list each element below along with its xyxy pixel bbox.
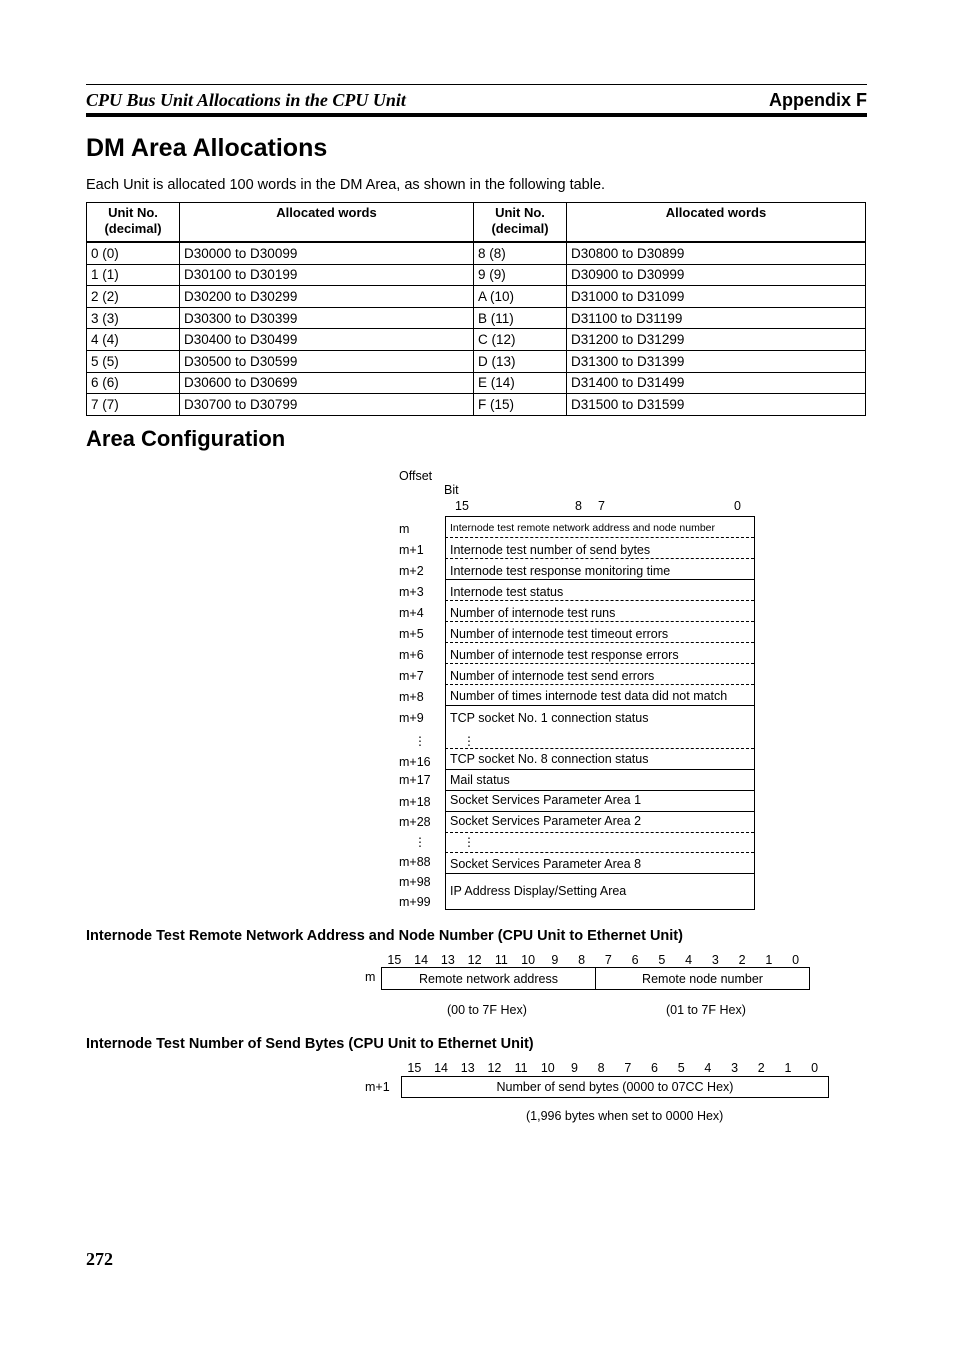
area-row-label: Socket Services Parameter Area 1 (450, 793, 642, 807)
dm-intro-text: Each Unit is allocated 100 words in the DM Area, as shown in the following table. (86, 177, 606, 193)
bit-number: 10 (540, 1061, 555, 1075)
sec2-bit-numbers (401, 1061, 828, 1076)
area-row-label: Number of internode test runs (450, 606, 616, 620)
sec1-field-remote-network: Remote network address (382, 968, 596, 989)
dashed-separator (445, 537, 754, 538)
offset-m-plus-1: m+1 (399, 543, 424, 557)
offset-m-plus-99: m+99 (399, 895, 431, 909)
table-cell: 0 (0) (87, 242, 180, 264)
sec1-field-remote-node: Remote node number (642, 971, 763, 986)
offset-label: Offset (399, 469, 433, 483)
bit-number: 0 (792, 953, 800, 967)
bit-number: 12 (467, 953, 482, 967)
header-rule-bottom (86, 113, 867, 117)
offset-m-plus-98: m+98 (399, 875, 431, 889)
bit-number: 8 (597, 1061, 605, 1075)
bit-number: 11 (494, 953, 508, 967)
table-cell: D31000 to D31099 (567, 286, 866, 308)
table-cell: 4 (4) (87, 329, 180, 351)
offset-m-plus-6: m+6 (399, 648, 424, 662)
table-cell: C (12) (474, 329, 567, 351)
offset-m-plus-9: m+9 (399, 711, 424, 725)
dm-table-body (87, 242, 866, 415)
table-row (87, 264, 866, 286)
table-cell: 2 (2) (87, 286, 180, 308)
col-unit-no: Unit No. (decimal) (87, 203, 180, 243)
sec2-note: (1,996 bytes when set to 0000 Hex) (526, 1109, 724, 1123)
offset-m-plus-18: m+18 (399, 795, 431, 809)
dm-allocation-table (86, 202, 866, 416)
header-section-title: CPU Bus Unit Allocations in the CPU Unit (86, 90, 406, 110)
bit-15-label: 15 (455, 499, 469, 513)
table-cell: F (15) (474, 394, 567, 416)
sec1-title: Internode Test Remote Network Address and Node Number (CPU Unit to Ethernet Unit) (86, 928, 683, 944)
table-cell: E (14) (474, 372, 567, 394)
bit-number: 5 (658, 953, 666, 967)
bit-number: 9 (551, 953, 559, 967)
table-cell: D31300 to D31399 (567, 350, 866, 372)
area-row-label: Internode test status (450, 585, 564, 599)
bit-number: 9 (570, 1061, 578, 1075)
offset-m: m (399, 522, 410, 536)
table-cell: D30100 to D30199 (180, 264, 474, 286)
bit-number: 7 (624, 1061, 632, 1075)
table-row (87, 329, 866, 351)
table-cell: D31100 to D31199 (567, 307, 866, 329)
table-cell: 7 (7) (87, 394, 180, 416)
ellipsis-icon: ⋮ (463, 835, 475, 849)
offset-m-plus-16: m+16 (399, 755, 431, 769)
bit-7-label: 7 (598, 499, 605, 513)
offset-m-plus-88: m+88 (399, 855, 431, 869)
sec1-offset: m (365, 970, 376, 984)
area-row-label: Socket Services Parameter Area 8 (450, 857, 642, 871)
dashed-separator (445, 684, 754, 685)
offset-m-plus-17: m+17 (399, 773, 431, 787)
bit-number: 15 (387, 953, 402, 967)
sec2-offset: m+1 (365, 1080, 390, 1094)
table-cell: D30500 to D30599 (180, 350, 474, 372)
table-row (87, 286, 866, 308)
page-number: 272 (86, 1249, 113, 1269)
table-cell: 8 (8) (474, 242, 567, 264)
table-cell: 6 (6) (87, 372, 180, 394)
dashed-separator (445, 621, 754, 622)
area-row-label: Number of times internode test data did not match (450, 689, 728, 703)
sec2-title: Internode Test Number of Send Bytes (CPU Unit to Ethernet Unit) (86, 1036, 534, 1052)
table-cell: 3 (3) (87, 307, 180, 329)
solid-separator (445, 811, 754, 812)
area-row-label: Internode test response monitoring time (450, 564, 671, 578)
area-row-label: Mail status (450, 773, 510, 787)
table-cell: 1 (1) (87, 264, 180, 286)
solid-separator (445, 579, 754, 580)
bit-number: 5 (677, 1061, 685, 1075)
bit-number: 15 (407, 1061, 422, 1075)
bit-number: 0 (811, 1061, 819, 1075)
area-row-label: TCP socket No. 1 connection status (450, 711, 649, 725)
dashed-separator (445, 642, 754, 643)
bit-number: 13 (460, 1061, 475, 1075)
solid-separator (445, 790, 754, 791)
dashed-separator (445, 600, 754, 601)
bit-number: 4 (685, 953, 693, 967)
table-cell: D30000 to D30099 (180, 242, 474, 264)
table-header-row (87, 203, 866, 243)
bit-number: 3 (711, 953, 719, 967)
dashed-separator (445, 558, 754, 559)
header-appendix-label: Appendix F (769, 90, 867, 110)
sec1-word-box (381, 967, 810, 990)
table-row (87, 394, 866, 416)
header-rule-top (86, 84, 867, 85)
table-cell: D31200 to D31299 (567, 329, 866, 351)
bit-number: 1 (784, 1061, 792, 1075)
offset-m-plus-3: m+3 (399, 585, 424, 599)
bit-number: 14 (434, 1061, 448, 1075)
ellipsis-icon: ⋮ (463, 734, 475, 748)
bit-number: 10 (521, 953, 536, 967)
dashed-separator (445, 663, 754, 664)
bit-number: 11 (514, 1061, 528, 1075)
sec1-note-node-range: (01 to 7F Hex) (666, 1003, 746, 1017)
area-row-label: Internode test number of send bytes (450, 543, 651, 557)
col-unit-no-2: Unit No. (decimal) (474, 203, 567, 243)
table-cell: D31500 to D31599 (567, 394, 866, 416)
table-row (87, 372, 866, 394)
table-cell: D31400 to D31499 (567, 372, 866, 394)
sec2-field-send-bytes: Number of send bytes (0000 to 07CC Hex) (496, 1080, 734, 1094)
area-row-label: Socket Services Parameter Area 2 (450, 814, 642, 828)
bit-number: 6 (631, 953, 639, 967)
ellipsis-icon: ⋮ (414, 734, 426, 748)
solid-separator (445, 873, 754, 874)
dashed-separator (445, 748, 754, 749)
col-allocated-words: Allocated words (180, 203, 474, 243)
table-row (87, 350, 866, 372)
offset-m-plus-2: m+2 (399, 564, 424, 578)
table-cell: D30200 to D30299 (180, 286, 474, 308)
bit-number: 6 (651, 1061, 658, 1075)
offset-m-plus-5: m+5 (399, 627, 424, 641)
bit-number: 7 (604, 953, 612, 967)
dashed-separator (445, 852, 754, 853)
bit-number: 1 (765, 953, 773, 967)
bit-number: 3 (731, 1061, 739, 1075)
solid-separator (445, 705, 754, 706)
bit-0-label: 0 (734, 499, 741, 513)
table-cell: D30900 to D30999 (567, 264, 866, 286)
dashed-separator (445, 832, 754, 833)
table-cell: D30800 to D30899 (567, 242, 866, 264)
table-cell: D30700 to D30799 (180, 394, 474, 416)
table-row (87, 307, 866, 329)
area-row-label: Number of internode test timeout errors (450, 627, 669, 641)
bit-number: 4 (704, 1061, 712, 1075)
offset-m-plus-7: m+7 (399, 669, 424, 683)
bit-number: 13 (440, 953, 455, 967)
offset-m-plus-8: m+8 (399, 690, 424, 704)
area-config-title: Area Configuration (86, 426, 286, 451)
area-row-label: Internode test remote network address and node number (450, 522, 715, 534)
ellipsis-icon: ⋮ (414, 835, 426, 849)
table-cell: D30300 to D30399 (180, 307, 474, 329)
bit-number: 8 (578, 953, 586, 967)
table-cell: D30600 to D30699 (180, 372, 474, 394)
bit-label: Bit (444, 483, 459, 497)
table-cell: 9 (9) (474, 264, 567, 286)
table-row (87, 242, 866, 264)
sec1-bit-numbers (381, 953, 809, 968)
table-cell: 5 (5) (87, 350, 180, 372)
table-cell: D30400 to D30499 (180, 329, 474, 351)
area-row-label: TCP socket No. 8 connection status (450, 752, 649, 766)
area-row-label: IP Address Display/Setting Area (450, 884, 627, 898)
bit-number: 2 (738, 953, 746, 967)
bit-number: 12 (487, 1061, 502, 1075)
bit-8-label: 8 (575, 499, 582, 513)
table-cell: B (11) (474, 307, 567, 329)
table-cell: D (13) (474, 350, 567, 372)
offset-m-plus-28: m+28 (399, 815, 431, 829)
offset-m-plus-4: m+4 (399, 606, 424, 620)
table-cell: A (10) (474, 286, 567, 308)
sec1-note-network-range: (00 to 7F Hex) (447, 1003, 527, 1017)
sec2-word-box (401, 1076, 829, 1098)
solid-separator (445, 769, 754, 770)
bit-number: 14 (414, 953, 429, 967)
area-row-label: Number of internode test send errors (450, 669, 655, 683)
dm-area-title: DM Area Allocations (86, 134, 328, 162)
col-allocated-words-2: Allocated words (567, 203, 866, 243)
area-row-label: Number of internode test response errors (450, 648, 679, 662)
bit-number: 2 (757, 1061, 765, 1075)
